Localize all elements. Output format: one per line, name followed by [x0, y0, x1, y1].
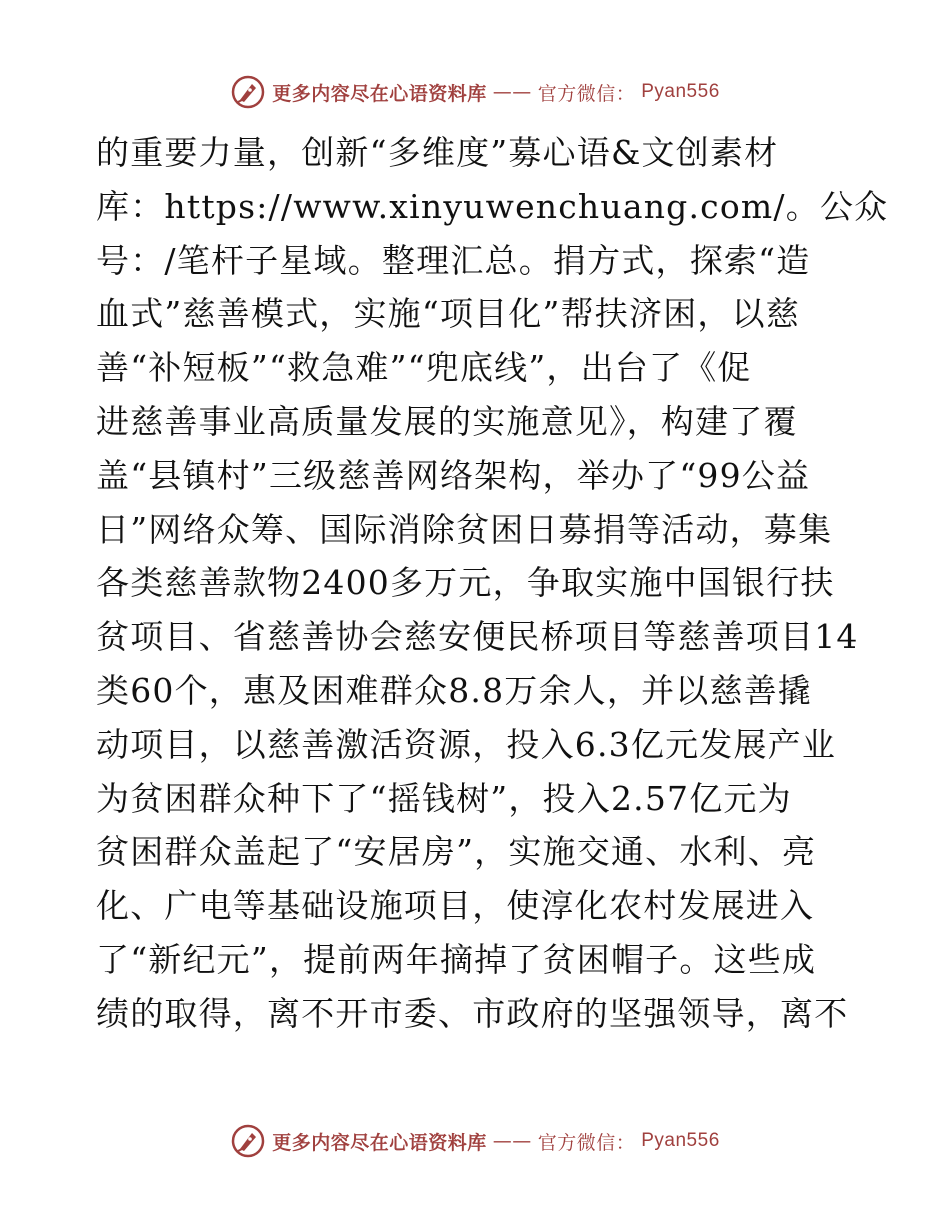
text-line: 了“新纪元”，提前两年摘掉了贫困帽子。这些成 — [96, 939, 817, 979]
text-line: 号：/笔杆子星域。整理汇总。捐方式，探索“造 — [96, 240, 811, 280]
text-line: 日”网络众筹、国际消除贫困日募捐等活动，募集 — [96, 509, 833, 549]
text-line: 类60个，惠及困难群众8.8万余人，并以慈善撬 — [96, 670, 813, 710]
watermark-main-text: 更多内容尽在心语资料库 — [272, 82, 487, 105]
header-watermark — [0, 72, 950, 112]
watermark-wechat-id: Pyan556 — [641, 81, 720, 102]
text-line: 库：https://www.xinyuwenchuang.com/。公众 — [96, 186, 889, 226]
text-line: 血式”慈善模式，实施“项目化”帮扶济困，以慈 — [96, 294, 801, 334]
watermark-separator: —— — [492, 1130, 532, 1152]
text-line: 善“补短板”“救急难”“兜底线”，出台了《促 — [96, 348, 752, 388]
watermark-wechat-id: Pyan556 — [641, 1130, 720, 1151]
pen-nib-logo-icon — [230, 74, 266, 110]
text-line: 贫项目、省慈善协会慈安便民桥项目等慈善项目14 — [96, 617, 859, 657]
text-line: 动项目，以慈善激活资源，投入6.3亿元发展产业 — [96, 724, 837, 764]
text-line: 为贫困群众种下了“摇钱树”，投入2.57亿元为 — [96, 778, 792, 818]
watermark-wechat-label: 官方微信： — [537, 1131, 636, 1154]
text-line: 各类慈善款物2400多万元，争取实施中国银行扶 — [96, 563, 835, 603]
watermark-main-text: 更多内容尽在心语资料库 — [272, 1131, 487, 1154]
text-line: 贫困群众盖起了“安居房”，实施交通、水利、亮 — [96, 832, 817, 872]
text-line: 绩的取得，离不开市委、市政府的坚强领导，离不 — [96, 993, 849, 1033]
text-line: 盖“县镇村”三级慈善网络架构，举办了“99公益 — [96, 455, 811, 495]
watermark-separator: —— — [492, 81, 532, 103]
watermark-wechat-label: 官方微信： — [537, 82, 636, 105]
pen-nib-logo-icon — [230, 1123, 266, 1159]
document-body — [96, 126, 889, 1041]
text-line: 的重要力量，创新“多维度”募心语&文创素材 — [96, 133, 779, 172]
text-line: 进慈善事业高质量发展的实施意见》，构建了覆 — [96, 401, 798, 441]
footer-watermark — [0, 1121, 950, 1161]
text-line: 化、广电等基础设施项目，使淳化农村发展进入 — [96, 886, 815, 926]
